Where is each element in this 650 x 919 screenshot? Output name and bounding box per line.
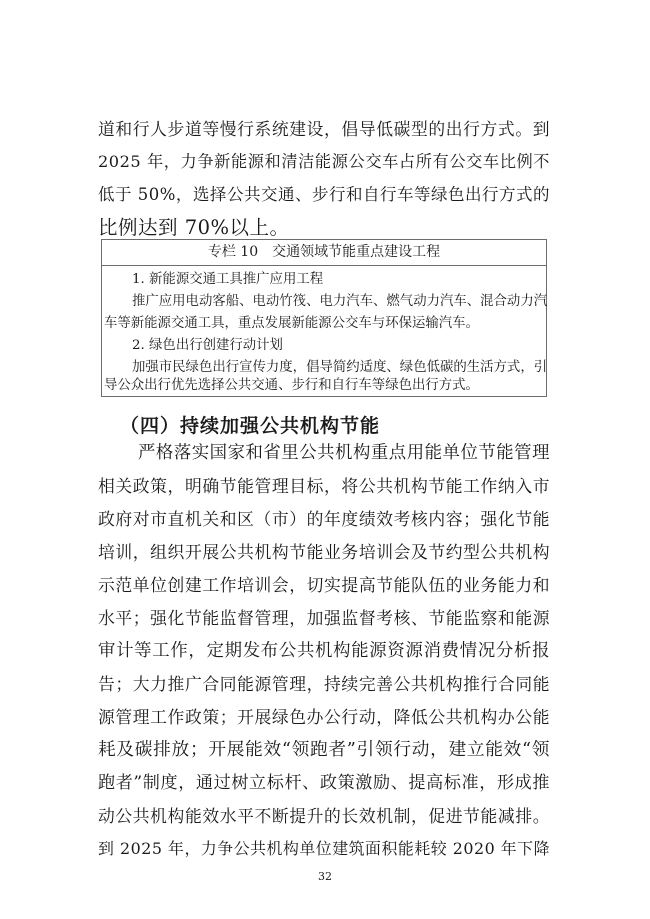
column-item-text: 推广应用电动客船、电动竹筏、电力汽车、燃气动力汽车、混合动力汽 [132, 294, 548, 309]
text-line: 比例达到 70%以上。 [98, 216, 290, 239]
text-line: 跑者”制度，通过树立标杆、政策激励、提高标准，形成推 [98, 773, 550, 793]
column-item-text: 加强市民绿色出行宣传力度，倡导简约适度、绿色低碳的生活方式，引 [132, 360, 548, 375]
text-line: 审计等工作，定期发布公共机构能源资源消费情况分析报 [98, 641, 550, 661]
text-line: 政府对市直机关和区（市）的年度绩效考核内容；强化节能 [98, 509, 550, 529]
text-line: 相关政策，明确节能管理目标，将公共机构节能工作纳入市 [98, 476, 550, 496]
text-line: 水平；强化节能监督管理，加强监督考核、节能监察和能源 [98, 608, 550, 628]
text-line: 到 2025 年，力争公共机构单位建筑面积能耗较 2020 年下降 [98, 839, 550, 858]
text-line: 示范单位创建工作培训会，切实提高节能队伍的业务能力和 [98, 575, 550, 595]
column-item-text: 导公众出行优先选择公共交通、步行和自行车等绿色出行方式。 [104, 378, 479, 393]
text-line: 2025 年，力争新能源和清洁能源公交车占所有公交车比例不 [98, 152, 550, 171]
column-item-text: 车等新能源交通工具，重点发展新能源公交车与环保运输汽车。 [104, 316, 479, 331]
column-item-heading: 2. 绿色出行创建行动计划 [132, 338, 283, 353]
text-line: 源管理工作政策；开展绿色办公行动，降低公共机构办公能 [98, 707, 550, 727]
page-number: 32 [318, 870, 332, 883]
section-heading: （四）持续加强公共机构节能 [120, 415, 381, 437]
text-line: 耗及碳排放；开展能效“领跑者”引领行动，建立能效“领 [98, 740, 550, 760]
text-line: 动公共机构能效水平不断提升的长效机制，促进节能减排。 [98, 806, 550, 826]
text-line: 培训，组织开展公共机构节能业务培训会及节约型公共机构 [98, 542, 550, 562]
column-item-heading: 1. 新能源交通工具推广应用工程 [132, 272, 324, 287]
text-line: 低于 50%，选择公共交通、步行和自行车等绿色出行方式的 [98, 185, 550, 204]
column-box [101, 239, 547, 397]
text-line: 道和行人步道等慢行系统建设，倡导低碳型的出行方式。到 [98, 119, 550, 139]
text-line: 严格落实国家和省里公共机构重点用能单位节能管理 [138, 443, 550, 463]
column-box-title: 专栏 10 交通领域节能重点建设工程 [102, 240, 546, 266]
text-line: 告；大力推广合同能源管理，持续完善公共机构推行合同能 [98, 674, 550, 694]
